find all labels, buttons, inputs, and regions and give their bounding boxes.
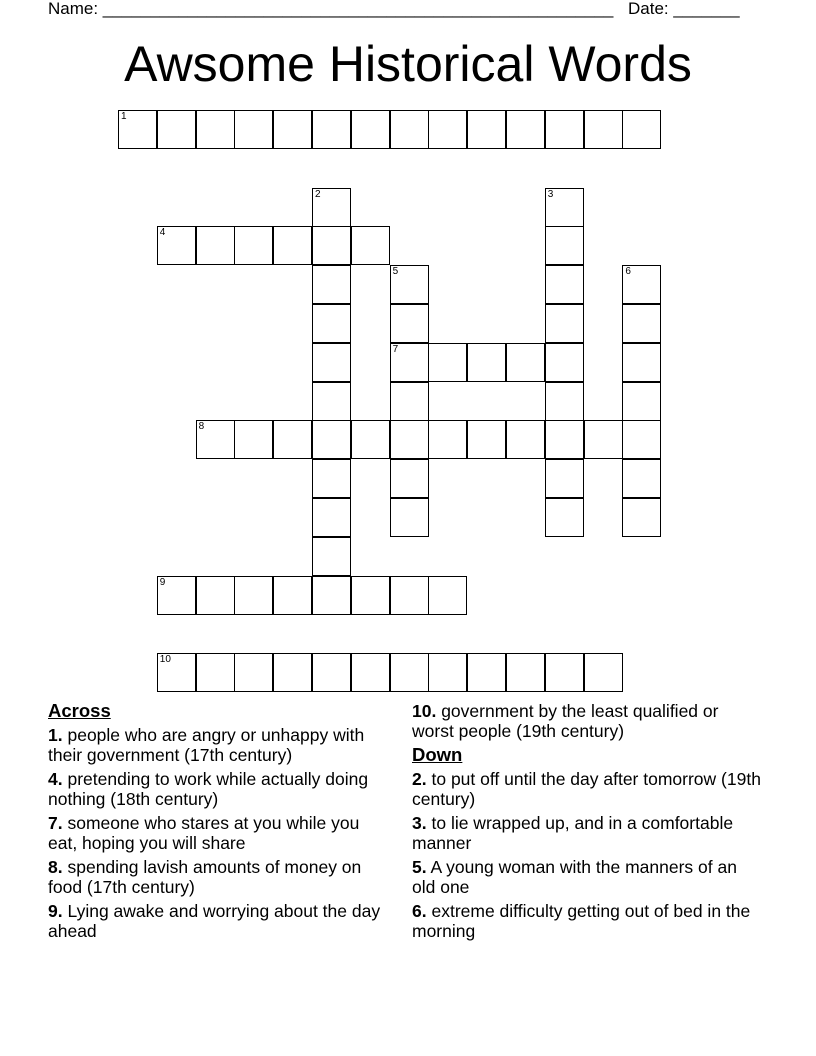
crossword-cell[interactable]: [351, 226, 390, 265]
crossword-cell[interactable]: [234, 653, 273, 692]
crossword-cell[interactable]: [273, 110, 312, 149]
crossword-cell[interactable]: [312, 110, 351, 149]
crossword-cell[interactable]: [234, 576, 273, 615]
crossword-cell[interactable]: [467, 420, 506, 459]
clue-number: 8: [198, 421, 205, 433]
crossword-cell[interactable]: [312, 382, 351, 421]
crossword-cell[interactable]: [351, 576, 390, 615]
crossword-cell[interactable]: [622, 498, 661, 537]
clue-down-5: 5. A young woman with the manners of an old one: [412, 857, 737, 897]
crossword-cell[interactable]: [506, 653, 545, 692]
crossword-cell[interactable]: [467, 653, 506, 692]
clue-across-8: 8. spending lavish amounts of money on food (17th century): [48, 857, 362, 897]
crossword-cell[interactable]: [351, 420, 390, 459]
crossword-cell[interactable]: [312, 343, 351, 382]
crossword-cell[interactable]: [622, 304, 661, 343]
crossword-cell[interactable]: [545, 265, 584, 304]
crossword-cell[interactable]: [390, 304, 429, 343]
crossword-cell[interactable]: [584, 653, 623, 692]
page-title: Awsome Historical Words: [124, 36, 692, 92]
crossword-cell[interactable]: [157, 226, 196, 265]
crossword-cell[interactable]: [622, 459, 661, 498]
crossword-cell[interactable]: [312, 304, 351, 343]
across-heading: Across: [48, 700, 111, 721]
crossword-cell[interactable]: [196, 653, 235, 692]
crossword-cell[interactable]: [428, 420, 467, 459]
crossword-cell[interactable]: [351, 653, 390, 692]
crossword-cell[interactable]: [312, 537, 351, 576]
clues-left-column: [48, 701, 388, 945]
name-field-label: Name: ______________________________________________________: [48, 0, 614, 18]
crossword-cell[interactable]: [428, 343, 467, 382]
crossword-cell[interactable]: [196, 576, 235, 615]
crossword-cell[interactable]: [196, 226, 235, 265]
clue-number: 4: [159, 227, 166, 239]
crossword-cell[interactable]: [312, 265, 351, 304]
crossword-cell[interactable]: [622, 343, 661, 382]
crossword-cell[interactable]: [312, 653, 351, 692]
crossword-cell[interactable]: [428, 110, 467, 149]
clue-number: 7: [392, 343, 399, 355]
clue-down-2: 2. to put off until the day after tomorrow (19th century): [412, 769, 761, 809]
crossword-cell[interactable]: [545, 226, 584, 265]
crossword-cell[interactable]: [157, 576, 196, 615]
crossword-cell[interactable]: [584, 110, 623, 149]
crossword-cell[interactable]: [273, 653, 312, 692]
crossword-cell[interactable]: [467, 110, 506, 149]
crossword-cell[interactable]: [428, 653, 467, 692]
date-field-label: Date: _______: [628, 0, 740, 18]
clue-across-4: 4. pretending to work while actually doing nothing (18th century): [48, 769, 369, 809]
crossword-cell[interactable]: [506, 420, 545, 459]
clue-down-6: 6. extreme difficulty getting out of bed in the morning: [412, 901, 751, 941]
crossword-cell[interactable]: [196, 420, 235, 459]
crossword-cell[interactable]: [234, 226, 273, 265]
clue-across-10: 10. government by the least qualified or worst people (19th century): [412, 701, 719, 741]
crossword-cell[interactable]: [545, 304, 584, 343]
crossword-cell[interactable]: [545, 420, 584, 459]
crossword-cell[interactable]: [312, 420, 351, 459]
crossword-cell[interactable]: [312, 576, 351, 615]
clue-across-1: 1. people who are angry or unhappy with their government (17th century): [48, 725, 365, 765]
crossword-cell[interactable]: [234, 110, 273, 149]
crossword-cell[interactable]: [390, 343, 429, 382]
clue-number: 10: [159, 654, 171, 666]
crossword-cell[interactable]: [545, 382, 584, 421]
crossword-cell[interactable]: [622, 420, 661, 459]
crossword-cell[interactable]: [428, 576, 467, 615]
clue-number: 1: [121, 111, 127, 122]
crossword-cell[interactable]: [273, 420, 312, 459]
crossword-cell[interactable]: [467, 343, 506, 382]
crossword-cell[interactable]: [545, 498, 584, 537]
crossword-cell[interactable]: [622, 382, 661, 421]
crossword-cell[interactable]: [196, 110, 235, 149]
crossword-cell[interactable]: [234, 420, 273, 459]
crossword-cell[interactable]: [312, 459, 351, 498]
clue-number: 6: [625, 266, 631, 278]
crossword-cell[interactable]: [622, 265, 661, 304]
clue-number: 9: [159, 576, 166, 588]
clue-across-9: 9. Lying awake and worrying about the day ahead: [48, 901, 381, 941]
crossword-cell[interactable]: [390, 382, 429, 421]
crossword-cell[interactable]: [273, 576, 312, 615]
crossword-cell[interactable]: [390, 420, 429, 459]
crossword-cell[interactable]: [390, 576, 429, 615]
crossword-cell[interactable]: [390, 265, 429, 304]
crossword-cell[interactable]: [545, 459, 584, 498]
clue-number: 5: [392, 266, 399, 278]
crossword-cell[interactable]: [390, 653, 429, 692]
crossword-cell[interactable]: [157, 110, 196, 149]
crossword-cell[interactable]: [584, 420, 623, 459]
crossword-cell[interactable]: [312, 498, 351, 537]
clue-number: 2: [315, 188, 321, 200]
clue-number: 3: [547, 188, 554, 200]
clue-across-7: 7. someone who stares at you while you eat, hoping you will share: [48, 813, 360, 853]
down-heading: Down: [412, 744, 463, 765]
crossword-cell[interactable]: [622, 110, 661, 149]
crossword-cell[interactable]: [390, 110, 429, 149]
crossword-cell[interactable]: [545, 343, 584, 382]
crossword-cell[interactable]: [545, 653, 584, 692]
clues-right-column: [412, 701, 762, 945]
crossword-cell[interactable]: [545, 110, 584, 149]
crossword-cell[interactable]: [506, 343, 545, 382]
crossword-cell[interactable]: [351, 110, 390, 149]
crossword-cell[interactable]: [273, 226, 312, 265]
crossword-cell[interactable]: [157, 653, 196, 692]
crossword-cell[interactable]: [390, 459, 429, 498]
crossword-cell[interactable]: [545, 188, 584, 227]
crossword-cell[interactable]: [506, 110, 545, 149]
crossword-cell[interactable]: [312, 226, 351, 265]
clue-down-3: 3. to lie wrapped up, and in a comfortable manner: [412, 813, 734, 853]
crossword-cell[interactable]: [312, 188, 351, 227]
crossword-cell[interactable]: [390, 498, 429, 537]
crossword-cell[interactable]: [118, 110, 157, 149]
name-date-header: [48, 0, 748, 20]
